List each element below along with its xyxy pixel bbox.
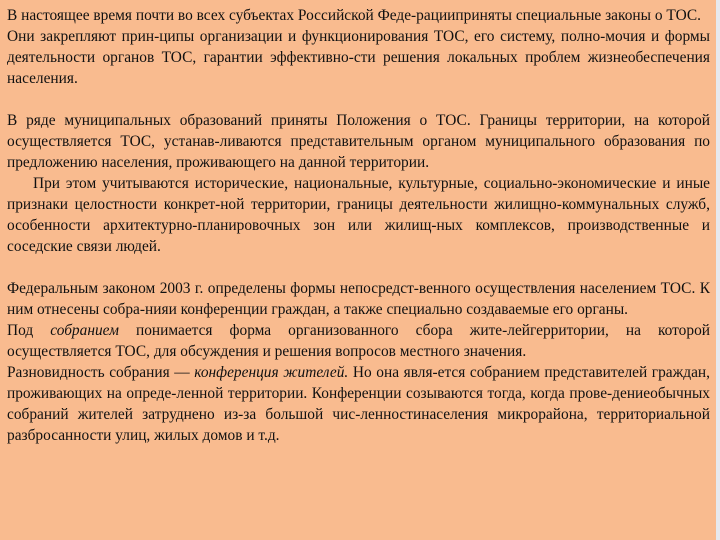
paragraph-gap <box>7 89 710 110</box>
assembly-term: собранием <box>50 322 119 339</box>
paragraph-assembly-definition <box>7 320 710 362</box>
conference-definition-text: Но она явля-ется собранием представителей граждан, проживающих на опреде-ленной территории. Конференции созываются тогда, когда прове-дениеобычных собраний жителей затруднено из-за большой чис-ленностинаселения микрорайона, территориальной разбросанности улиц, жилых домов и т.д. <box>7 364 710 444</box>
conference-term: конференция жителей. <box>194 364 349 381</box>
paragraph-tos-regulations: В ряде муниципальных образований приняты Положения о ТОС. Границы территории, на которой осуществляется ТОС, устанав-ливаются представительным органом муниципального образования по предложению населения, проживающего на данной территории. <box>7 112 710 171</box>
paragraph-conference-definition <box>7 362 710 446</box>
paragraph-tos-laws: В настоящее время почти во всех субъектах Российской Феде-рацииприняты специальные законы о ТОС. <box>7 7 701 24</box>
conference-lead-text: Разновидность собрания — <box>7 364 195 381</box>
assembly-lead-text: Под <box>7 322 51 339</box>
paragraph-tos-principles: Они закрепляют прин-ципы организации и функционирования ТОС, его систему, полно-мочия и формы деятельности органов ТОС, гарантии эффективно-сти решения локальных проблем жизнеобеспечения населения. <box>7 28 710 87</box>
paragraph-gap <box>7 257 710 278</box>
assembly-definition-text: понимается форма организованного сбора жите-лейгерритории, на которой осуществляется ТОС, для обсуждения и решения вопросов местного значения. <box>7 322 710 360</box>
paragraph-federal-law: Федеральным законом 2003 г. определены формы непосредст-венного осуществления населением ТОС. К ним отнесены собра-нияи конференции граждан, а также специально создаваемые его органы. <box>7 280 710 318</box>
paragraph-territory-criteria: При этом учитываются исторические, национальные, культурные, социально-экономические и иные признаки целостности конкрет-ной территории, границы деятельности жилищно-коммунальных служб, особенности архитектурно-планировочных зон или жилищ-ных комплексов, производственные и соседские связи людей. <box>7 175 710 255</box>
